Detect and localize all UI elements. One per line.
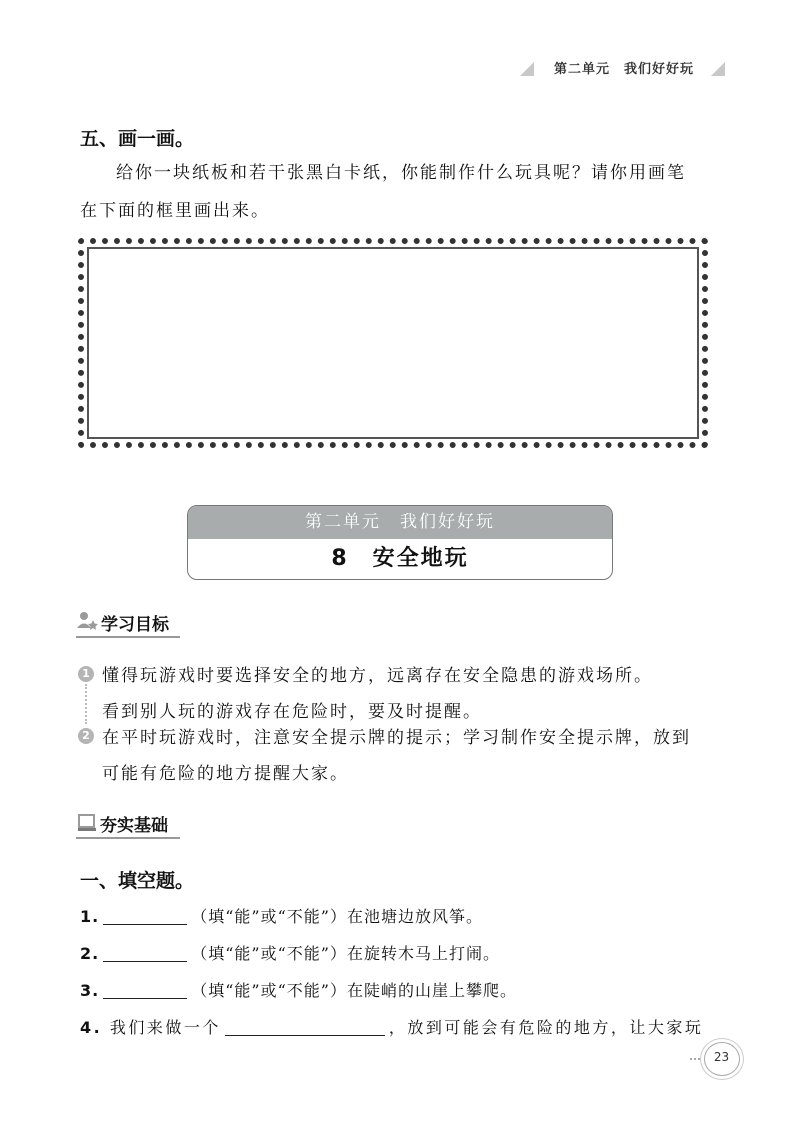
objective-1-line1: 懂得玩游戏时要选择安全的地方，远离存在安全隐患的游戏场所。 (102, 666, 653, 686)
question-4-prefix: 我们来做一个 (109, 1018, 221, 1037)
question-4-blank[interactable] (225, 1019, 385, 1036)
question-4-text: ，放到可能会有危险的地方，让大家玩 (388, 1018, 704, 1037)
question-4-number: 4. (80, 1018, 103, 1037)
triangle-right-icon (711, 62, 725, 76)
question-1-text: （填“能”或“不能”）在池塘边放风筝。 (191, 907, 483, 926)
objective-1-line2: 看到别人玩的游戏存在危险时，要及时提醒。 (102, 702, 482, 722)
section-5-instruction-line2: 在下面的框里画出来。 (80, 201, 270, 221)
question-1-number: 1. (80, 907, 100, 926)
lesson-unit-label: 第二单元 我们好好玩 (188, 506, 612, 539)
lesson-title: 8 安全地玩 (331, 546, 469, 571)
question-3-text: （填“能”或“不能”）在陡峭的山崖上攀爬。 (191, 981, 517, 1000)
question-3-number: 3. (80, 981, 100, 1000)
page-number-badge (704, 1042, 740, 1076)
question-2 (80, 941, 500, 964)
question-1 (80, 904, 483, 927)
question-4 (80, 1015, 703, 1038)
running-header-title: 第二单元 我们好好玩 (554, 62, 695, 77)
section-5-instruction-line1: 给你一块纸板和若干张黑白卡纸，你能制作什么玩具呢？请你用画笔 (116, 163, 686, 183)
drawing-frame[interactable] (78, 238, 708, 448)
question-1-blank[interactable] (103, 908, 187, 925)
objective-connector (85, 684, 87, 724)
objectives-underline (76, 636, 180, 638)
page-number-dots (690, 1058, 700, 1063)
objective-number-1: 1 (78, 666, 94, 682)
objective-2-line2: 可能有危险的地方提醒大家。 (102, 764, 349, 784)
section-5-title: 五、画一画。 (80, 128, 195, 150)
objectives-heading: 学习目标 (101, 615, 169, 635)
objective-number-2: 2 (78, 728, 94, 744)
lesson-title-box (187, 505, 613, 580)
question-2-text: （填“能”或“不能”）在旋转木马上打闹。 (191, 944, 500, 963)
basics-heading: 夯实基础 (100, 816, 168, 836)
book-icon (77, 812, 97, 832)
triangle-left-icon (520, 62, 534, 76)
objective-2-line1: 在平时玩游戏时，注意安全提示牌的提示；学习制作安全提示牌，放到 (102, 728, 691, 748)
basics-underline (76, 837, 180, 839)
question-3 (80, 978, 517, 1001)
question-2-number: 2. (80, 944, 100, 963)
learner-star-icon (76, 610, 98, 632)
page-number: 23 (713, 1050, 730, 1064)
running-header (520, 58, 725, 80)
section-1-title: 一、填空题。 (80, 870, 195, 892)
question-3-blank[interactable] (103, 982, 187, 999)
question-2-blank[interactable] (103, 945, 187, 962)
